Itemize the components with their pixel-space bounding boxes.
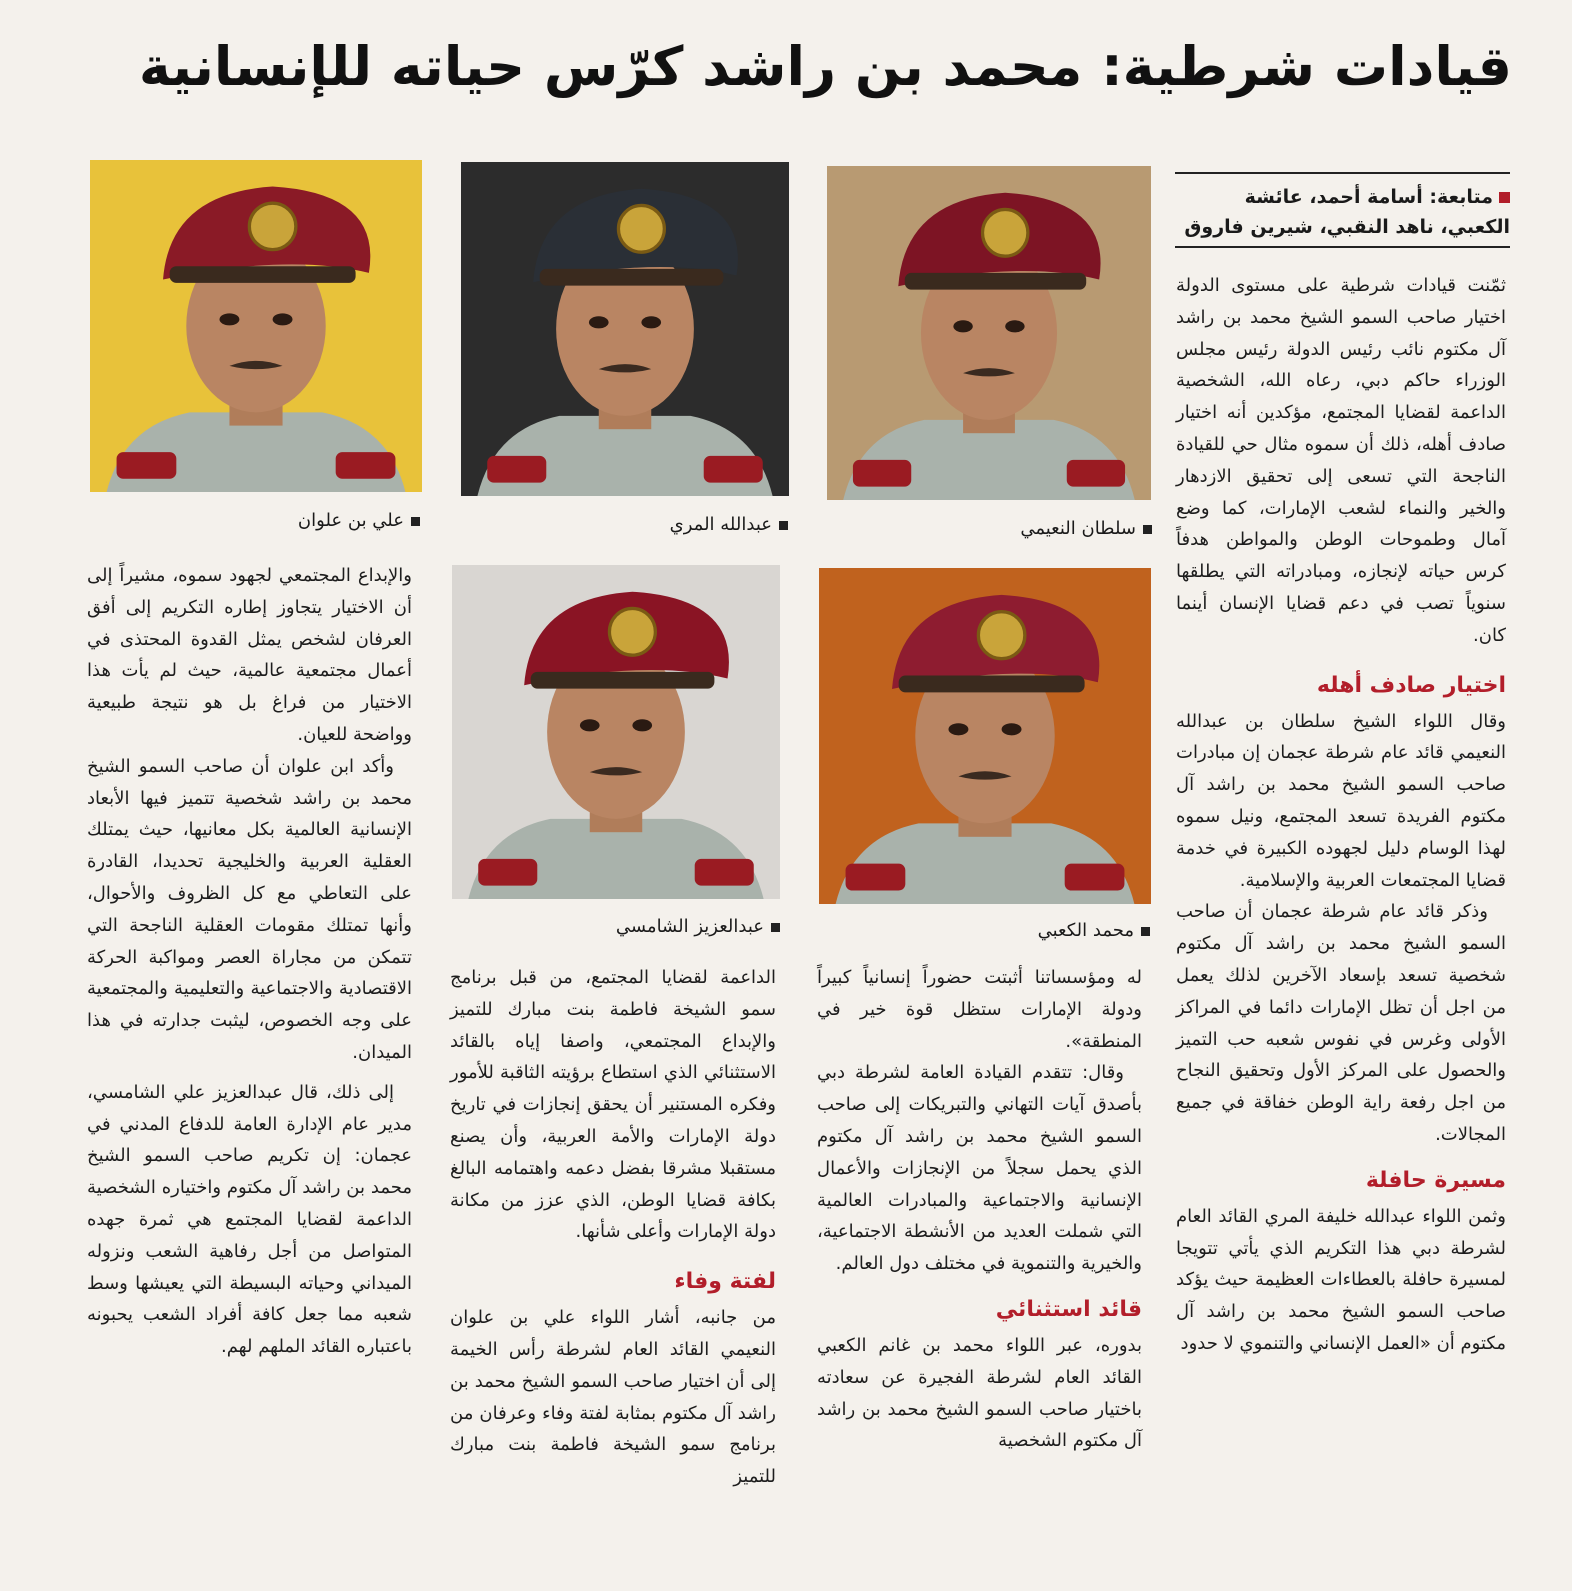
eye-right <box>1005 320 1024 332</box>
epaulette-right <box>695 859 754 886</box>
paragraph: من جانبه، أشار اللواء علي بن علوان النعيمي القائد العام لشرطة رأس الخيمة إلى أن اختيار صاحب السمو الشيخ محمد بن راشد آل مكتوم بمثابة لفتة وفاء وعرفان من برنامج سمو الشيخة فاطمة بنت مبارك للتميز <box>450 1307 776 1488</box>
caption-marker-icon <box>1141 927 1150 936</box>
epaulette-left <box>478 859 537 886</box>
cap-band <box>905 273 1086 290</box>
caption-marker-icon <box>779 521 788 530</box>
subhead-career: مسيرة حافلة <box>1365 1167 1506 1193</box>
byline-marker-icon <box>1499 192 1510 203</box>
paragraph: وذكر قائد عام شرطة عجمان أن صاحب السمو الشيخ محمد بن راشد آل مكتوم شخصية تسعد بإسعاد الآخرين لذلك يعمل من اجل أن تظل الإمارات دائما في المراكز الأولى وغرس في نفوس شعبه حب التميز والحصول على المركز الأول وتحقيق النجاح من اجل رفعة راية الوطن خفاقة في جميع المجالات. <box>1176 901 1506 1145</box>
caption-sultan: سلطان النعيمي <box>1020 516 1152 542</box>
paragraph: له ومؤسساتنا أثبتت حضوراً إنسانياً كبيراً ودولة الإمارات ستظل قوة خير في المنطقة». <box>817 967 1142 1052</box>
paragraph: والإبداع المجتمعي لجهود سموه، مشيراً إلى أن الاختيار يتجاوز إطاره التكريم إلى أفق العرفان لشخص يمثل القدوة المحتذى في أعمال مجتمعية عالمية، حيث لم يأت هذا الاختيار من فراغ بل هو نتيجة طبيعية وواضحة للعيان. <box>87 565 412 745</box>
eye-right <box>273 313 293 325</box>
paragraph: وقال: تتقدم القيادة العامة لشرطة دبي بأصدق آيات التهاني والتبريكات إلى صاحب السمو الشيخ محمد بن راشد آل مكتوم الذي يحمل سجلاً من الإنجازات والأعمال الإنسانية والاجتماعية والمبادرات العالمية التي شملت العديد من الأنشطة الاجتماعية، والخيرية والتنموية في مختلف دول العالم. <box>817 1062 1142 1275</box>
paragraph: إلى ذلك، قال عبدالعزيز علي الشامسي، مدير عام الإدارة العامة للدفاع المدني في عجمان: إن تكريم صاحب السمو الشيخ محمد بن راشد آل مكتوم واختياره الشخصية الداعمة لقضايا المجتمع هي ثمرة جهده المتواصل من أجل رفاهية الشعب ونزوله الميداني وحياته البسيطة التي يعيشها وسط شعبه مما جعل كافة أفراد الشعب يحبونه باعتباره القائد الملهم لهم. <box>87 1081 412 1358</box>
portrait-illustration <box>819 568 1151 904</box>
photo-abdulaziz-alshamsi <box>452 565 780 899</box>
eye-left <box>948 723 968 735</box>
article-column-1 <box>1176 270 1506 1360</box>
epaulette-left <box>487 456 546 483</box>
paragraph: وأكد ابن علوان أن صاحب السمو الشيخ محمد بن راشد شخصية تتميز فيها الأبعاد الإنسانية العالمية بكل معانيها، حيث يمتلك العقلية العربية والخليجية تحديدا، القادرة على التعاطي مع كل الظروف والأحوال، وأنها تمتلك مقومات العقلية الناجحة التي تتمكن من مجاراة العصر ومواكبة الحركة الاقتصادية والاجتماعية والتعليمية والمجتمعية على وجه الخصوص، ليثبت جدارته في هذا الميدان. <box>87 755 412 1063</box>
eye-left <box>589 316 609 328</box>
caption-marker-icon <box>1143 525 1152 534</box>
cap-band <box>170 266 356 283</box>
epaulette-left <box>846 864 906 891</box>
eye-left <box>580 719 600 731</box>
byline-rule <box>1175 242 1510 248</box>
byline <box>1175 172 1510 248</box>
epaulette-right <box>1065 864 1125 891</box>
portrait-illustration <box>461 162 789 496</box>
subhead-choice: اختيار صادف أهله <box>1316 672 1506 698</box>
article-column-3 <box>450 962 776 1493</box>
caption-marker-icon <box>411 517 420 526</box>
article-column-4 <box>87 560 412 1363</box>
article-column-2 <box>817 962 1142 1457</box>
subhead-exceptional-leader: قائد استثنائي <box>995 1296 1142 1322</box>
cap-band <box>540 269 724 286</box>
paragraph: الداعمة لقضايا المجتمع، من قبل برنامج سمو الشيخة فاطمة بنت مبارك للتميز والإبداع المجتمعي، واصفا إياه بالقائد الاستثنائي الذي استطاع برؤيته الثاقبة للأمور وفكره المستنير أن يحقق إنجازات في تاريخ دولة الإمارات والأمة العربية، وأن يصنع مستقبلا مشرقا بفضل دعمه واهتمامه البالغ بكافة قضايا الوطن، الذي عزز من مكانة دولة الإمارات وأعلى شأنها. <box>450 967 776 1243</box>
epaulette-right <box>336 452 396 479</box>
eye-left <box>219 313 239 325</box>
epaulette-left <box>117 452 177 479</box>
epaulette-left <box>853 460 911 487</box>
eye-right <box>641 316 661 328</box>
paragraph: وقال اللواء الشيخ سلطان بن عبدالله النعيمي قائد عام شرطة عجمان إن مبادرات صاحب السمو الشيخ محمد بن راشد آل مكتوم الفريدة تسعد المجتمع، ونيل سموه لهذا الوسام دليل لجهوده الكبيرة في خدمة قضايا المجتمعات العربية والإسلامية. <box>1176 710 1506 891</box>
eye-right <box>632 719 652 731</box>
caption-marker-icon <box>771 923 780 932</box>
portrait-illustration <box>827 166 1151 500</box>
paragraph: وثمن اللواء عبدالله خليفة المري القائد العام لشرطة دبي هذا التكريم الذي يأتي تتويجا لمسيرة حافلة بالعطاءات العظيمة حيث يؤكد صاحب السمو الشيخ محمد بن راشد آل مكتوم أن «العمل الإنساني والتنموي لا حدود <box>1176 1205 1506 1354</box>
photo-abdullah-almarri <box>461 162 789 496</box>
badge-icon <box>983 209 1028 256</box>
epaulette-right <box>704 456 763 483</box>
portrait-illustration <box>452 565 780 899</box>
paragraph: بدوره، عبر اللواء محمد بن غانم الكعبي القائد العام لشرطة الفجيرة عن سعادته باختيار صاحب السمو الشيخ محمد بن راشد آل مكتوم الشخصية <box>817 1334 1142 1452</box>
cap-band <box>899 676 1085 693</box>
badge-icon <box>249 203 295 249</box>
portrait-illustration <box>90 160 422 492</box>
cap-band <box>531 672 715 689</box>
byline-line-2: الكعبي، ناهد النقبي، شيرين فاروق <box>1184 216 1510 238</box>
byline-line-1: متابعة: أسامة أحمد، عائشة <box>1244 186 1493 208</box>
caption-ali: علي بن علوان <box>298 508 420 534</box>
caption-mohammed: محمد الكعبي <box>1038 918 1150 944</box>
eye-right <box>1002 723 1022 735</box>
caption-abdulaziz: عبدالعزيز الشامسي <box>616 914 780 940</box>
badge-icon <box>978 612 1024 659</box>
epaulette-right <box>1067 460 1125 487</box>
eye-left <box>953 320 972 332</box>
photo-ali-bin-alwan <box>90 160 422 492</box>
subhead-loyalty: لفتة وفاء <box>674 1269 776 1295</box>
intro-paragraph: ثمّنت قيادات شرطية على مستوى الدولة اختيار صاحب السمو الشيخ محمد بن راشد آل مكتوم نائب رئيس الدولة رئيس مجلس الوزراء حاكم دبي، رعاه الله، الشخصية الداعمة لقضايا المجتمع، مؤكدين أنه اختيار صادف أهله، ذلك أن سموه مثال حي للقيادة الناجحة التي تسعى إلى تحقيق الازدهار والخير والنماء لشعب الإمارات، كما وضع آمال وطموحات الوطن والمواطن هدفاً كرس حياته لإنجازه، ومبادراته التي يطلقها سنوياً تصب في دعم قضايا الإنسان أينما كان. <box>1176 275 1506 646</box>
photo-sultan-alnuaimi <box>827 166 1151 500</box>
headline: قيادات شرطية: محمد بن راشد كرّس حياته للإنسانية <box>138 35 1512 98</box>
badge-icon <box>618 205 664 252</box>
badge-icon <box>609 608 655 655</box>
caption-abdullah: عبدالله المري <box>670 512 788 538</box>
photo-mohammed-alkaabi <box>819 568 1151 904</box>
